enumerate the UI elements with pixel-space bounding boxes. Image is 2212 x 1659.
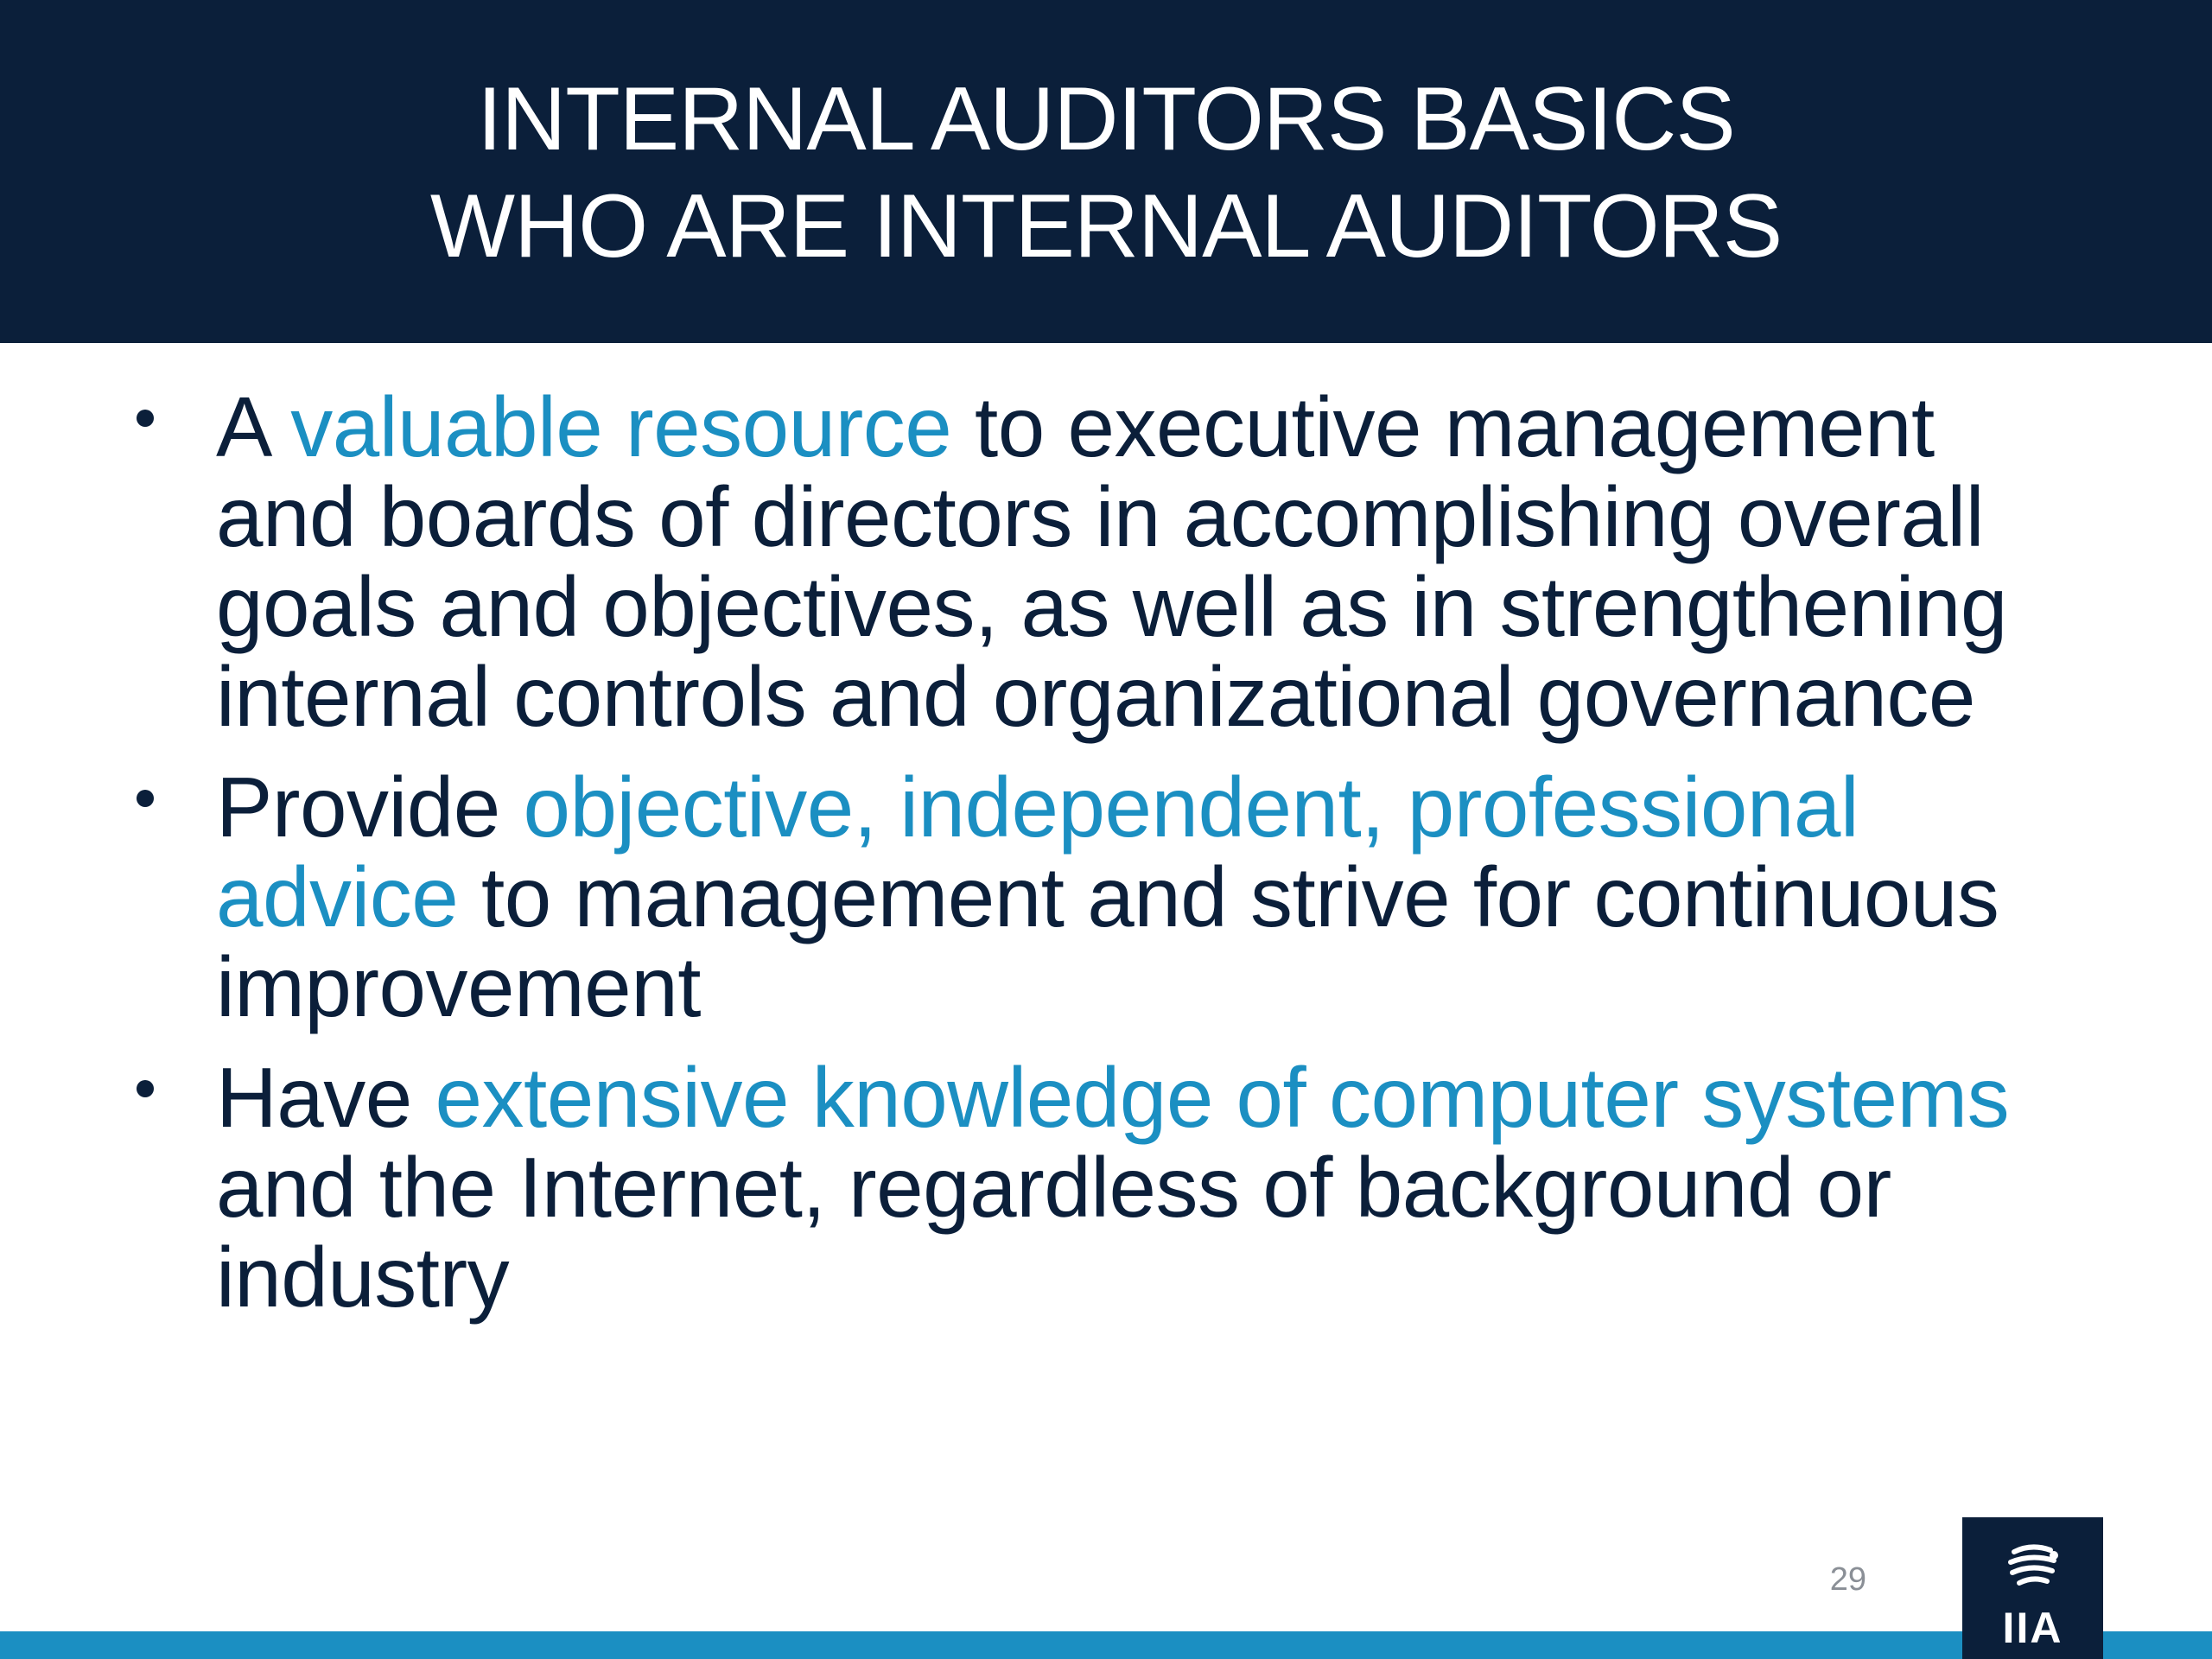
iia-globe-icon (2002, 1536, 2064, 1599)
iia-logo (1962, 1517, 2103, 1659)
page-number: 29 (1829, 1561, 1866, 1598)
slide-title-line-1: INTERNAL AUDITORS BASICS (477, 68, 1735, 169)
logo-text: IIA (2002, 1604, 2063, 1652)
bullet-item (130, 762, 2082, 1032)
bullet-marker (137, 1080, 154, 1097)
bullet-highlight-text: valuable resource (290, 379, 952, 474)
bullet-list (130, 379, 2082, 1343)
bullet-item (130, 1050, 2082, 1325)
bullet-lead-text: Provide (216, 760, 524, 855)
bullet-item (130, 379, 2082, 744)
bullet-marker (137, 790, 154, 807)
bullet-lead-text: A (216, 379, 291, 474)
bullet-rest-text: to executive management and boards of directors in accomplishing overall goals and objectives, as well as in strengthening internal controls and organizational governance (216, 379, 2007, 744)
bullet-rest-text: to management and strive for continuous improvement (216, 849, 1999, 1034)
bullet-highlight-text: extensive knowledge of computer systems (435, 1050, 2010, 1145)
bullet-marker (137, 410, 154, 427)
bullet-lead-text: Have (216, 1050, 435, 1145)
bullet-rest-text: and the Internet, regardless of background or industry (216, 1140, 1891, 1325)
slide-title-line-2: WHO ARE INTERNAL AUDITORS (429, 175, 1783, 276)
bullet-highlight-text: objective, independent, professional advice (216, 760, 1859, 944)
slide-header (0, 0, 2212, 343)
footer-accent-bar (0, 1631, 2212, 1659)
